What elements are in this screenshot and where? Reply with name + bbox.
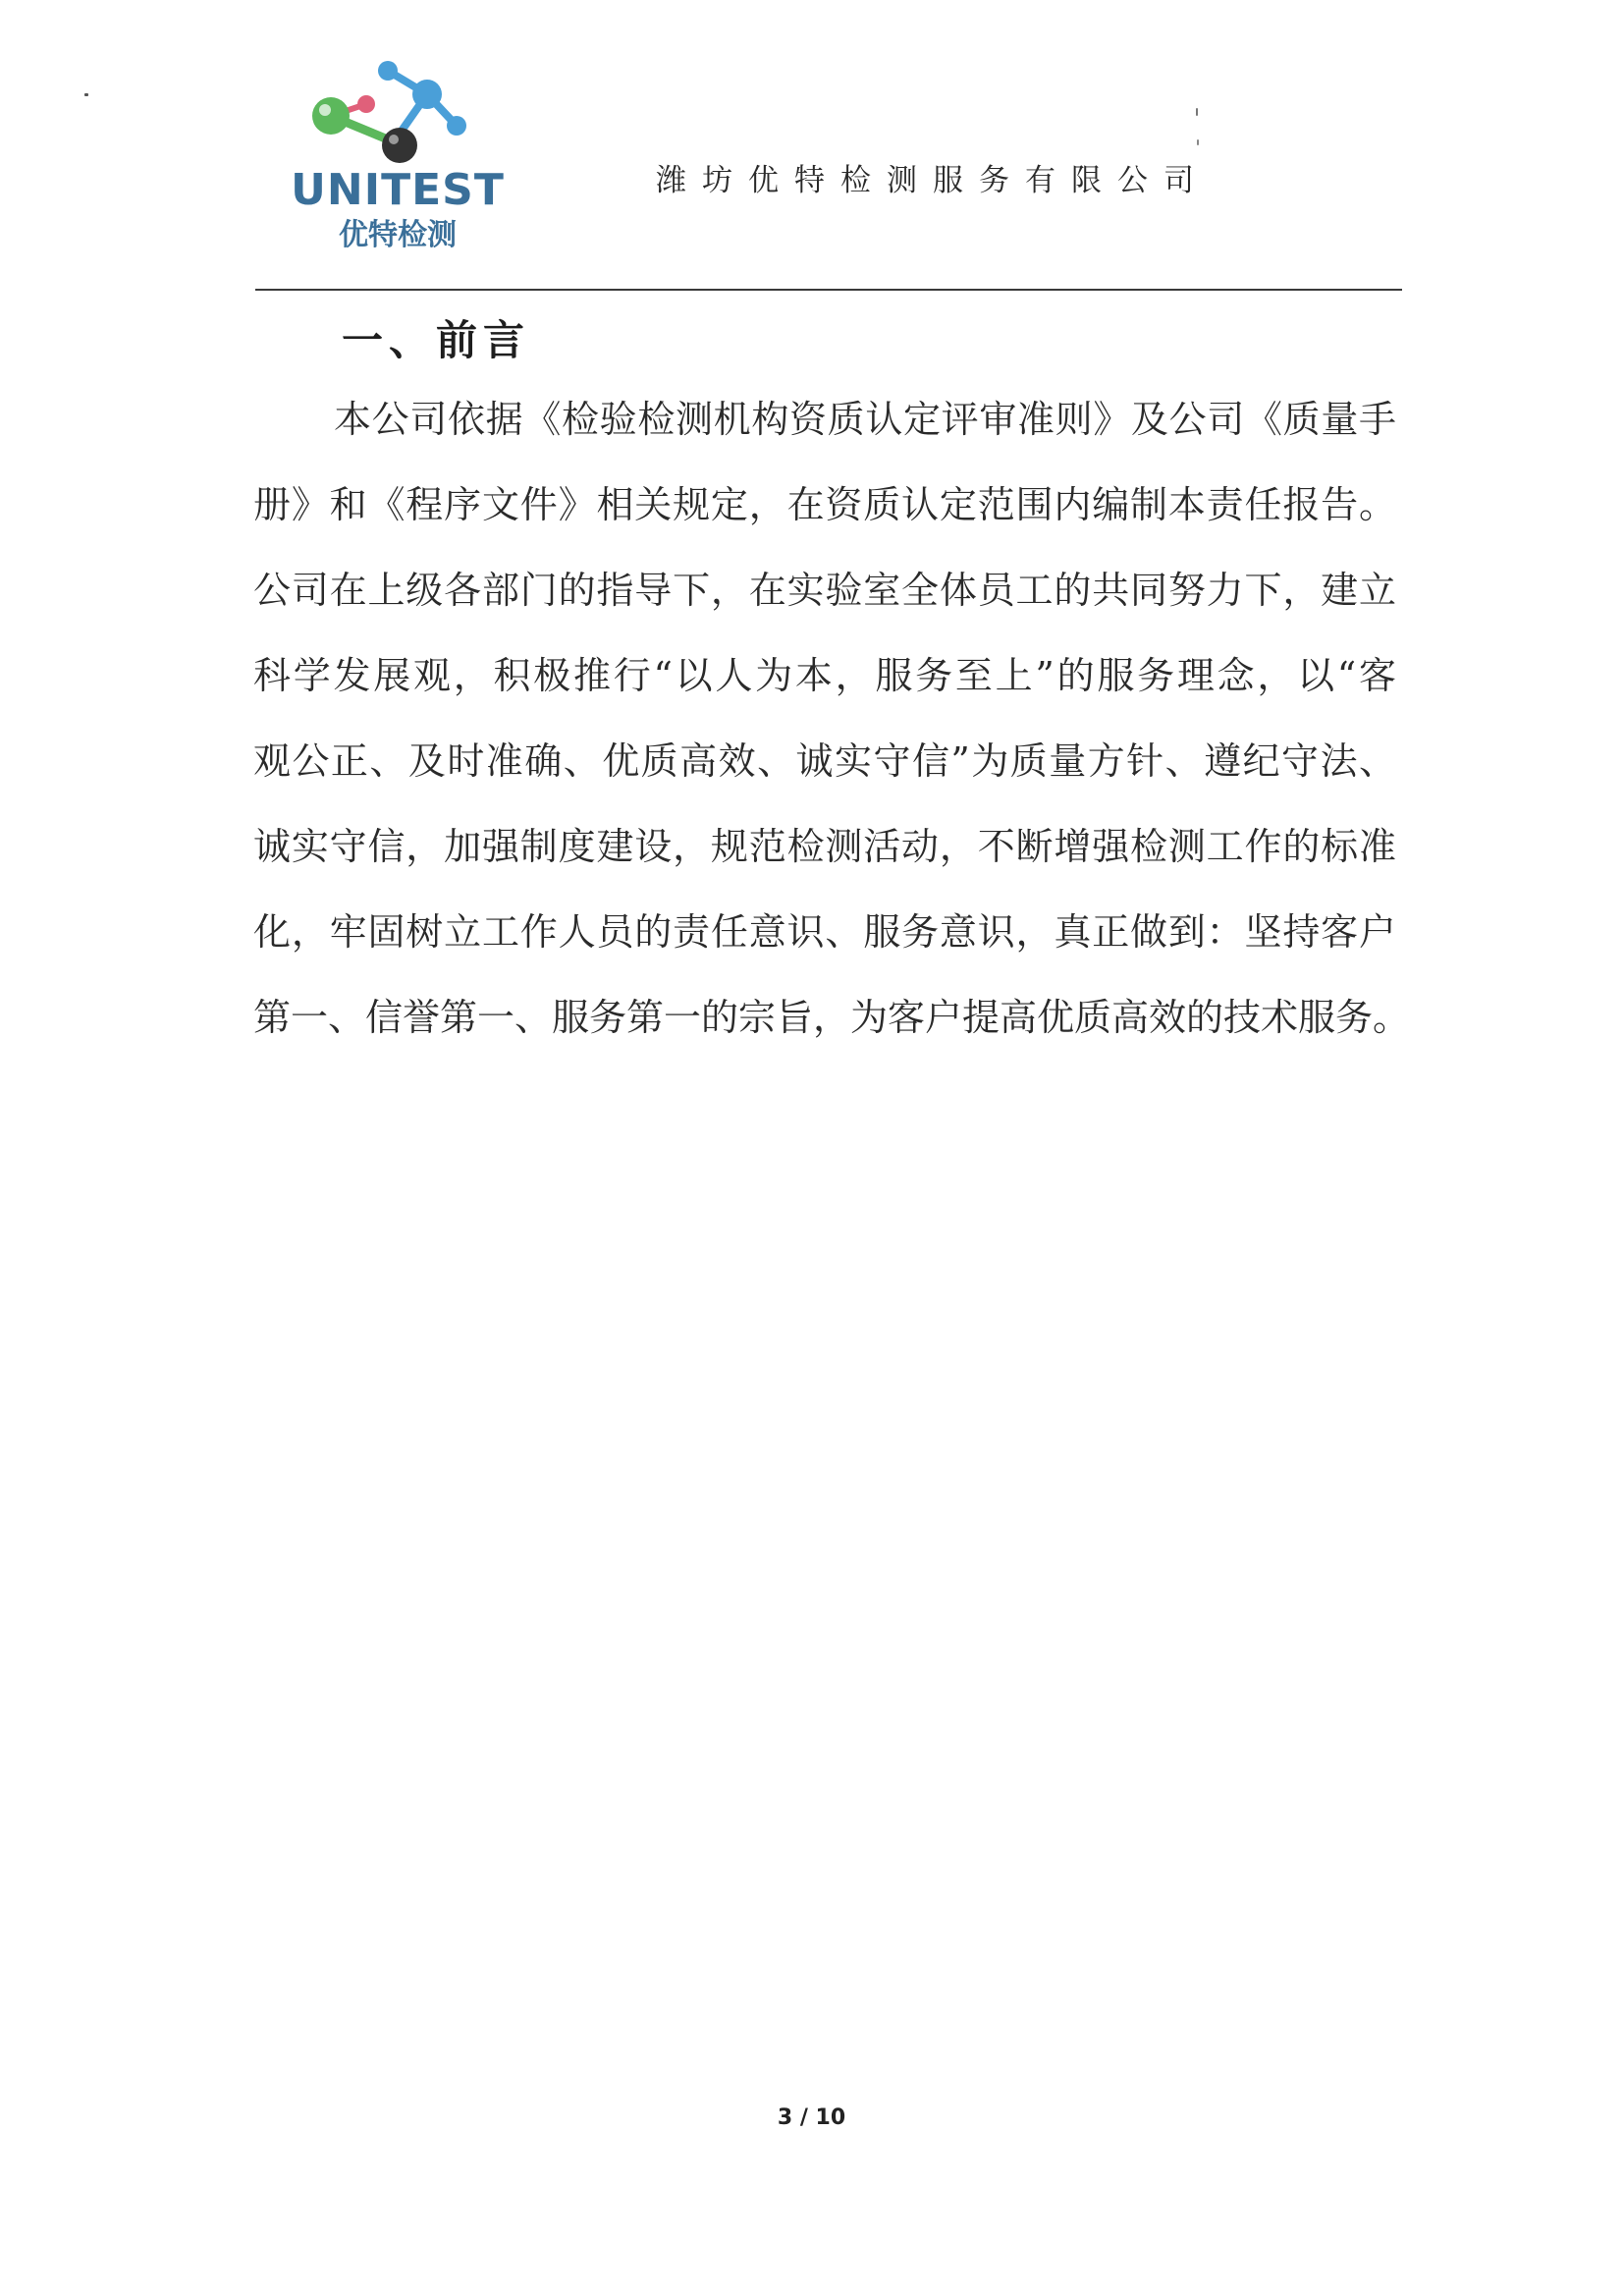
section-title: 一、前言: [342, 316, 531, 364]
page-number: 3 / 10: [777, 2105, 846, 2130]
paragraph-line: 诚实守信，加强制度建设，规范检测活动，不断增强检测工作的标准: [253, 825, 1396, 868]
paragraph-line: 观公正、及时准确、优质高效、诚实守信”为质量方针、遵纪守法、: [253, 739, 1396, 783]
paragraph-line: 第一、信誉第一、服务第一的宗旨，为客户提高优质高效的技术服务。: [253, 996, 1411, 1039]
paragraph-line: 册》和《程序文件》相关规定，在资质认定范围内编制本责任报告。: [253, 483, 1396, 526]
company-name: 潍坊优特检测服务有限公司: [656, 163, 1210, 198]
paragraph-line: 本公司依据《检验检测机构资质认定评审准则》及公司《质量手: [334, 398, 1396, 441]
scan-speck: [1196, 108, 1198, 116]
paragraph-line: 科学发展观，积极推行“以人为本，服务至上”的服务理念，以“客: [253, 654, 1396, 697]
logo-wordmark-en: UNITEST: [291, 165, 505, 215]
logo-wordmark-cn: 优特检测: [339, 218, 457, 252]
paragraph-line: 公司在上级各部门的指导下，在实验室全体员工的共同努力下，建立: [253, 569, 1396, 612]
header-divider: [255, 289, 1402, 291]
molecule-logo-icon: [290, 59, 506, 177]
scan-speck: [1197, 139, 1199, 145]
scan-speck: [84, 93, 88, 96]
paragraph-line: 化，牢固树立工作人员的责任意识、服务意识，真正做到：坚持客户: [253, 910, 1396, 954]
company-logo: [290, 59, 506, 252]
